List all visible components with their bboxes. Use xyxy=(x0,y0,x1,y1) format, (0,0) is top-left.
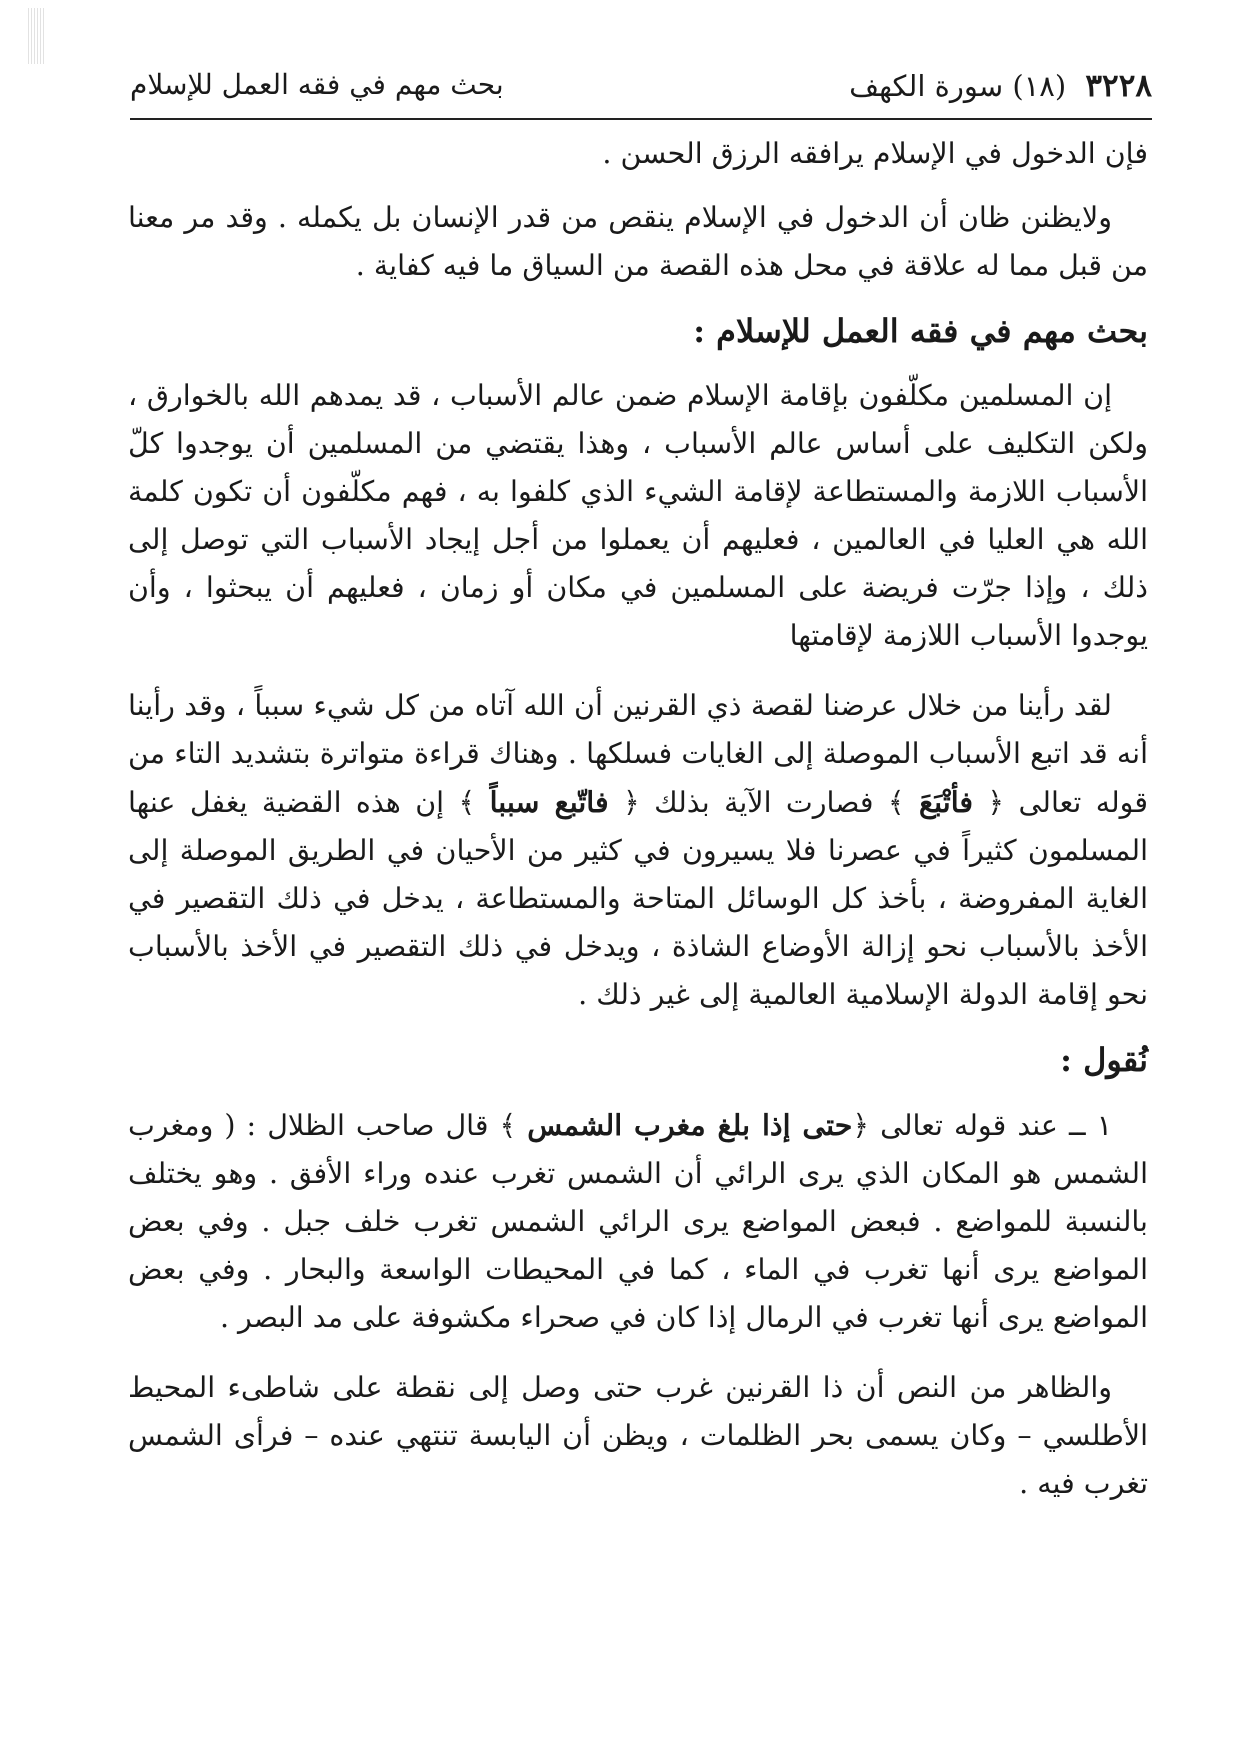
paragraph-5-text-a: ١ ــ عند قوله تعالى ﴿ xyxy=(852,1109,1112,1142)
scan-artifact xyxy=(28,8,46,64)
page-body xyxy=(128,130,1148,1508)
paragraph-5-text-b: ﴾ قال صاحب الظلال : ( ومغرب الشمس هو المكان الذي يرى الرائي أن الشمس تغرب عنده وراء الأفق . وهو يختلف بالنسبة للمواضع . فبعض المواضع يرى الرائي الشمس تغرب خلف جبل . وفي بعض المواضع يرى أنها تغرب في الماء ، كما في المحيطات الواسعة والبحار . وفي بعض المواضع يرى أنها تغرب في الرمال إذا كان في صحراء مكشوفة على مد البصر . xyxy=(128,1109,1148,1334)
section-heading: بحث مهم في فقه العمل للإسلام : xyxy=(693,312,1148,350)
quran-quote-2: فاتّبع سبباً xyxy=(489,785,609,819)
header-page-info xyxy=(849,68,1152,104)
surah-label: (١٨) سورة الكهف xyxy=(849,69,1067,103)
paragraph-2: ولايظنن ظان أن الدخول في الإسلام ينقص من قدر الإنسان بل يكمله . وقد مر معنا من قبل مما له علاقة في محل هذه القصة من السياق ما فيه كفاية . xyxy=(128,201,1148,282)
quran-quote-3: حتى إذا بلغ مغرب الشمس xyxy=(527,1108,853,1142)
section-heading-quotes: نُقول : xyxy=(1060,1041,1148,1079)
paragraph-4 xyxy=(128,682,1148,1019)
quran-quote-1: فأتْبَعَ xyxy=(919,785,974,819)
page-number: ٣٢٢٨ xyxy=(1085,68,1152,104)
page-header xyxy=(130,62,1152,120)
paragraph-4-text-c: ﴾ إن هذه القضية يغفل عنها المسلمون كثيراً في عصرنا فلا يسيرون في كثير من الأحيان في الطريق الموصلة إلى الغاية المفروضة ، بأخذ كل الوسائل المتاحة والمستطاعة ، يدخل في ذلك التقصير في الأخذ بالأسباب نحو إزالة الأوضاع الشاذة ، ويدخل في ذلك التقصير في الأخذ بالأسباب نحو إقامة الدولة الإسلامية العالمية إلى غير ذلك . xyxy=(128,786,1148,1011)
paragraph-4-text-a: لقد رأينا من خلال عرضنا لقصة ذي القرنين أن الله آتاه من كل شيء سبباً ، وقد رأينا أنه قد اتبع الأسباب الموصلة إلى الغايات فسلكها . وهناك قراءة متواترة بتشديد التاء من قوله تعالى ﴿ xyxy=(128,689,1149,819)
paragraph-1: فإن الدخول في الإسلام يرافقه الرزق الحسن . xyxy=(602,137,1148,170)
paragraph-3: إن المسلمين مكلّفون بإقامة الإسلام ضمن عالم الأسباب ، قد يمدهم الله بالخوارق ، ولكن التكليف على أساس عالم الأسباب ، وهذا يقتضي من المسلمين أن يوجدوا كلّ الأسباب اللازمة والمستطاعة لإقامة الشيء الذي كلفوا به ، فهم مكلّفون أن تكون كلمة الله هي العليا في العالمين ، فعليهم أن يعملوا من أجل إيجاد الأسباب التي توصل إلى ذلك ، وإذا جرّت فريضة على المسلمين في مكان أو زمان ، فعليهم أن يبحثوا ، وأن يوجدوا الأسباب اللازمة لإقامتها xyxy=(128,379,1148,652)
paragraph-5 xyxy=(128,1101,1148,1342)
running-title: بحث مهم في فقه العمل للإسلام xyxy=(130,68,504,101)
paragraph-6: والظاهر من النص أن ذا القرنين غرب حتى وصل إلى نقطة على شاطىء المحيط الأطلسي – وكان يسمى بحر الظلمات ، ويظن أن اليابسة تنتهي عنده – فرأى الشمس تغرب فيه . xyxy=(128,1371,1148,1500)
paragraph-4-text-b: ﴾ فصارت الآية بذلك ﴿ xyxy=(623,786,905,819)
